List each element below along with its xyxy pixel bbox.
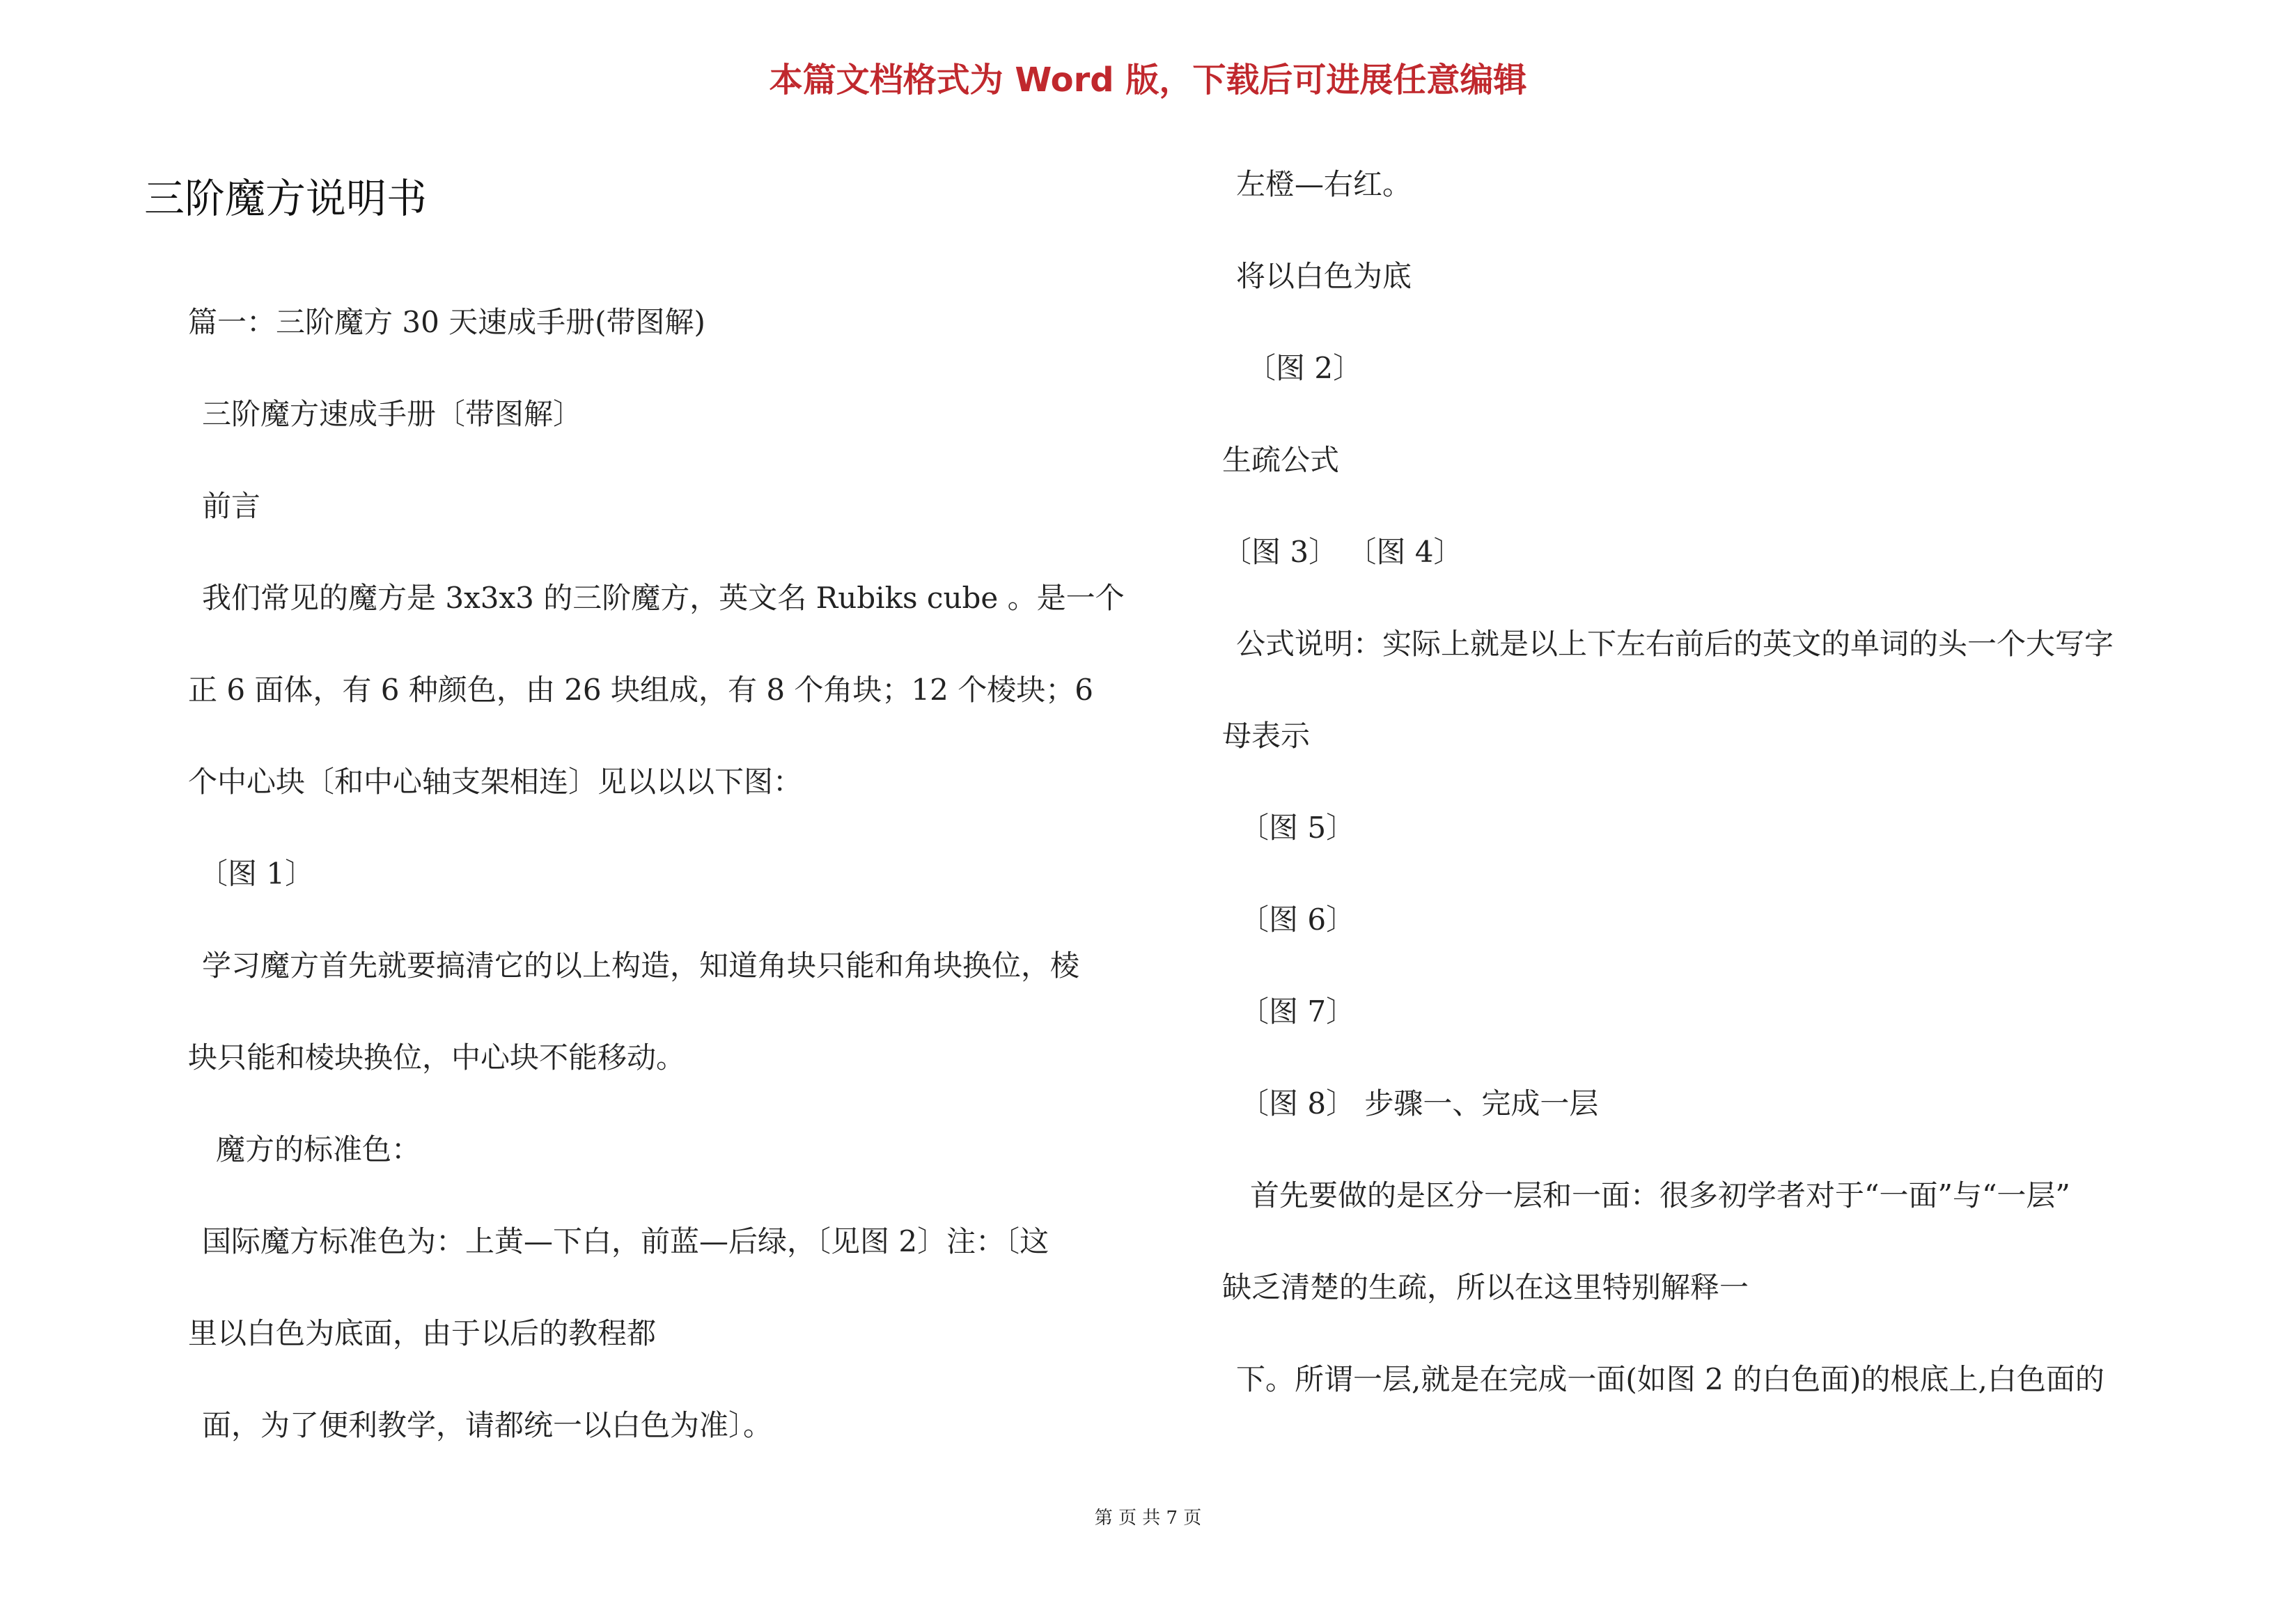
right-line-12: 首先要做的是区分一层和一面：很多初学者对于“一面”与“一层”	[1250, 1178, 2070, 1212]
right-line-5: 〔图 3〕 〔图 4〕	[1222, 535, 1463, 569]
right-line-7: 母表示	[1222, 719, 1311, 753]
left-line-10: 魔方的标准色：	[216, 1132, 421, 1166]
right-line-9: 〔图 6〕	[1240, 903, 1356, 937]
right-line-1: 左橙—右红。	[1236, 167, 1412, 201]
right-line-13: 缺乏清楚的生疏，所以在这里特别解释一	[1222, 1270, 1749, 1304]
left-line-9: 块只能和棱块换位，中心块不能移动。	[188, 1040, 686, 1075]
left-line-12: 里以白色为底面，由于以后的教程都	[188, 1316, 657, 1350]
right-line-14: 下。所谓一层,就是在完成一面(如图 2 的白色面)的根底上,白色面的	[1236, 1362, 2104, 1396]
right-line-8: 〔图 5〕	[1240, 811, 1356, 845]
left-line-1: 篇一：三阶魔方 30 天速成手册(带图解)	[188, 305, 705, 339]
page-footer: 第 页 共 7 页	[1094, 1508, 1202, 1529]
right-line-2: 将以白色为底	[1236, 259, 1412, 293]
right-line-4: 生疏公式	[1222, 443, 1340, 477]
right-line-11: 〔图 8〕 步骤一、完成一层	[1240, 1086, 1599, 1121]
left-line-7: 〔图 1〕	[198, 857, 315, 891]
left-line-6: 个中心块〔和中心轴支架相连〕见以以以下图：	[188, 765, 803, 799]
left-line-13: 面，为了便利教学，请都统一以白色为准〕。	[202, 1408, 773, 1442]
left-line-11: 国际魔方标准色为：上黄—下白，前蓝—后绿，〔见图 2〕注：〔这	[202, 1224, 1049, 1258]
left-line-2: 三阶魔方速成手册〔带图解〕	[202, 397, 583, 431]
document-title: 三阶魔方说明书	[144, 175, 428, 222]
word-format-banner: 本篇文档格式为 Word 版，下载后可进展任意编辑	[769, 61, 1527, 100]
right-line-6: 公式说明：实际上就是以上下左右前后的英文的单词的头一个大写字	[1236, 627, 2114, 661]
right-line-10: 〔图 7〕	[1240, 994, 1356, 1029]
left-line-5: 正 6 面体，有 6 种颜色，由 26 块组成，有 8 个角块；12 个棱块；6	[188, 673, 1093, 707]
left-line-4: 我们常见的魔方是 3x3x3 的三阶魔方，英文名 Rubiks cube 。是一个	[202, 581, 1125, 615]
left-line-3: 前言	[202, 489, 261, 523]
right-line-3: 〔图 2〕	[1247, 351, 1363, 385]
left-line-8: 学习魔方首先就要搞清它的以上构造，知道角块只能和角块换位，棱	[202, 948, 1080, 983]
